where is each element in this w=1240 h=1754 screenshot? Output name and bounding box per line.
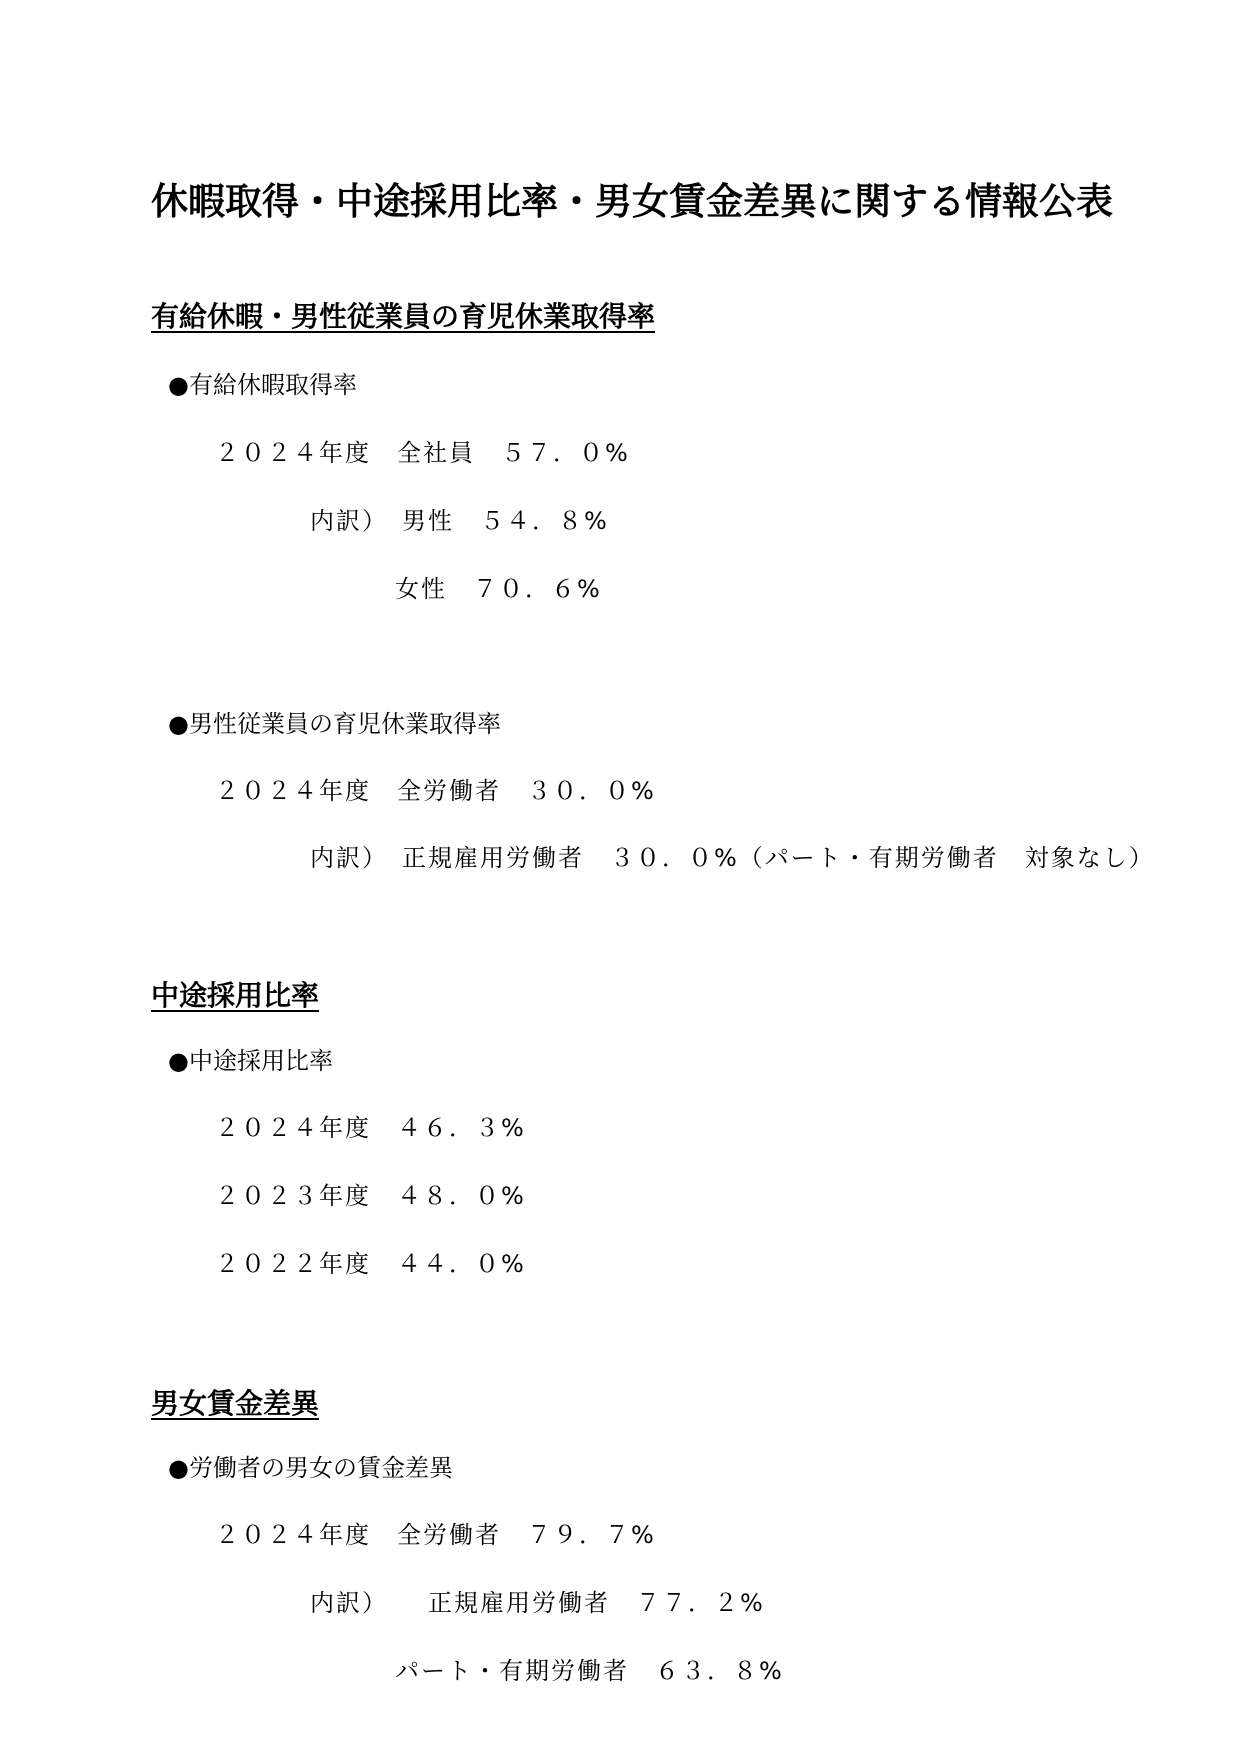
wage-gap-part-time: パート・有期労働者 ６３．８% bbox=[395, 1657, 784, 1685]
childcare-leave-breakdown: 内訳） 正規雇用労働者 ３０．０%（パート・有期労働者 対象なし） bbox=[310, 844, 1155, 872]
bullet-paid-leave-rate: ●有給休暇取得率 bbox=[168, 371, 357, 399]
paid-leave-female: 女性 ７０．６% bbox=[395, 575, 602, 603]
paid-leave-male: 内訳） 男性 ５４．８% bbox=[310, 507, 609, 535]
midcareer-2024: ２０２４年度 ４６．３% bbox=[215, 1114, 526, 1142]
midcareer-2023: ２０２３年度 ４８．０% bbox=[215, 1182, 526, 1210]
bullet-childcare-leave-rate: ●男性従業員の育児休業取得率 bbox=[168, 710, 501, 738]
childcare-leave-all-workers: ２０２４年度 全労働者 ３０．０% bbox=[215, 777, 656, 805]
section-heading-leave: 有給休暇・男性従業員の育児休業取得率 bbox=[151, 300, 656, 333]
section-heading-wage-gap: 男女賃金差異 bbox=[151, 1387, 320, 1420]
bullet-midcareer-ratio: ●中途採用比率 bbox=[168, 1047, 333, 1075]
page-title: 休暇取得・中途採用比率・男女賃金差異に関する情報公表 bbox=[151, 180, 1113, 223]
wage-gap-all-workers: ２０２４年度 全労働者 ７９．７% bbox=[215, 1521, 656, 1549]
midcareer-2022: ２０２２年度 ４４．０% bbox=[215, 1250, 526, 1278]
wage-gap-regular: 内訳） 正規雇用労働者 ７７．２% bbox=[310, 1589, 765, 1617]
bullet-wage-gap: ●労働者の男女の賃金差異 bbox=[168, 1454, 453, 1482]
paid-leave-all-employees: ２０２４年度 全社員 ５７．０% bbox=[215, 439, 630, 467]
section-heading-midcareer: 中途採用比率 bbox=[151, 979, 320, 1012]
